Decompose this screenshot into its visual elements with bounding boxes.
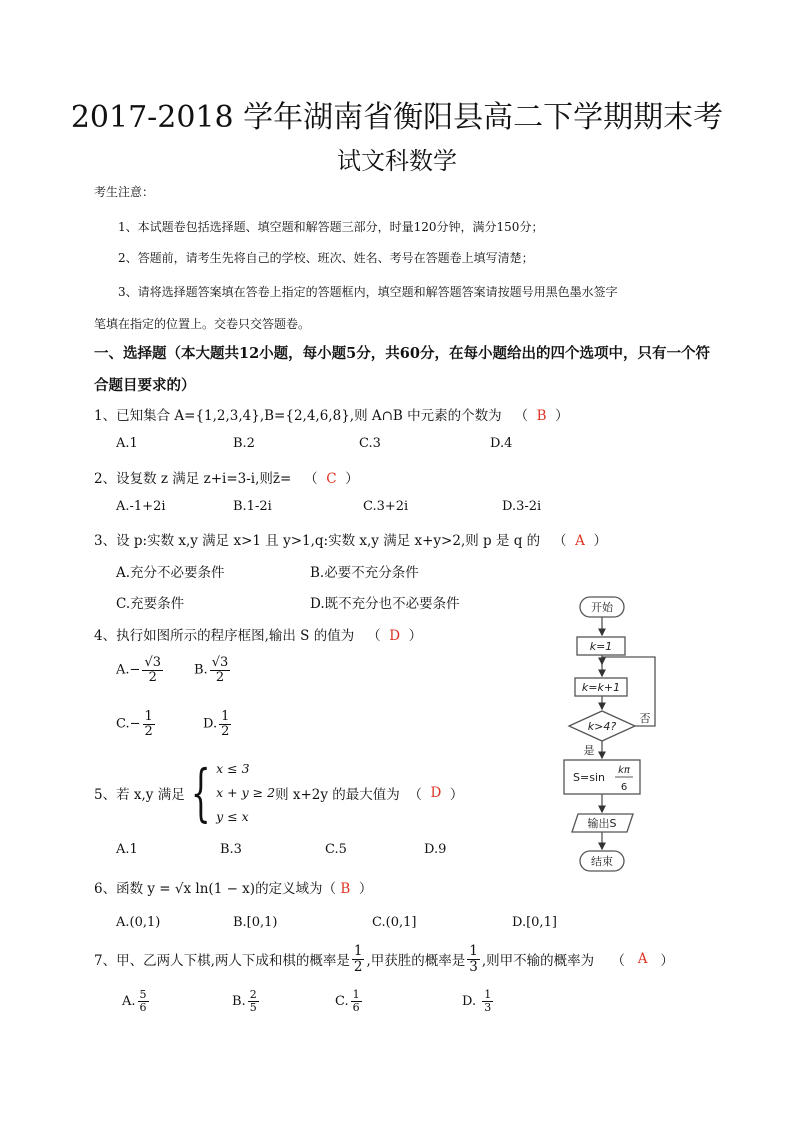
question-6: 6、函数 y = √x ln(1 − x)的定义域为（ B ） (94, 881, 373, 897)
question-7-answer: A (637, 951, 648, 967)
q5-option-b: B.3 (220, 842, 242, 857)
question-4-stem: 4、执行如图所示的程序框图,输出 S 的值为 (94, 628, 355, 644)
q5-option-c: C.5 (325, 842, 347, 857)
question-1-stem: 1、已知集合 A={1,2,3,4},B={2,4,6,8},则 A∩B 中元素的个数为 (94, 408, 502, 424)
q1-option-b: B.2 (233, 436, 255, 451)
question-4-answer: D (389, 628, 401, 644)
q5-option-a: A.1 (116, 842, 138, 857)
flowchart-no-label: 否 (639, 712, 651, 725)
flowchart-assign-den: 6 (620, 782, 628, 793)
question-3-stem: 3、设 p:实数 x,y 满足 x>1 且 y>1,q:实数 x,y 满足 x+y>2,则 p 是 q 的 (94, 533, 541, 549)
q2-option-b: B.1-2i (233, 499, 272, 514)
flowchart-start-label: 开始 (591, 601, 613, 614)
fraction-win: $\frac{1}{3}$ (469, 943, 478, 975)
flowchart-assign-num: kπ (618, 765, 630, 776)
q7-option-d: D. $\frac{1}{3}$ (462, 987, 492, 1014)
page-title: 2017-2018 学年湖南省衡阳县高二下学期期末考 (70, 100, 724, 135)
constraint-system: x ≤ 3 x + y ≥ 2 y ≤ x (216, 761, 276, 824)
q6-option-a: A.(0,1) (116, 915, 161, 930)
q2-option-a: A.-1+2i (116, 499, 166, 514)
program-flowchart (555, 590, 670, 880)
question-5-pre: 5、若 x,y 满足 (94, 787, 185, 803)
page-title-line2: 试文科数学 (337, 147, 457, 175)
question-3-answer: A (575, 533, 585, 549)
fraction-draw: $\frac{1}{2}$ (353, 943, 363, 975)
notice-heading: 考生注意： (94, 185, 155, 199)
question-6-function: y = √x ln(1 − x) (147, 881, 256, 897)
flowchart-yes-label: 是 (583, 744, 595, 757)
q1-option-c: C.3 (359, 436, 381, 451)
notice-item-3: 3、请将选择题答案填在答卷上指定的答题框内，填空题和解答题答案请按题号用黑色墨水签字 (118, 285, 618, 299)
flowchart-update-label: k=k+1 (581, 681, 621, 694)
question-6-pre: 6、函数 (94, 881, 144, 897)
q7-option-a: A. $\frac{5}{6}$ (122, 987, 147, 1014)
question-2-answer: C (326, 471, 337, 487)
q3-option-b: B.必要不充分条件 (310, 565, 419, 581)
question-3: 3、设 p:实数 x,y 满足 x>1 且 y>1,q:实数 x,y 满足 x+y>2,则 p 是 q 的 （ A ） (94, 533, 607, 549)
question-6-answer: B (340, 881, 351, 897)
flowchart-output-label: 输出S (587, 817, 617, 830)
q6-option-d: D.[0,1] (512, 915, 557, 930)
q3-option-c: C.充要条件 (116, 596, 185, 612)
q1-option-a: A.1 (116, 436, 138, 451)
q4-option-d: D. $\frac{1}{2}$ (203, 709, 230, 739)
q7-option-c: C. $\frac{1}{6}$ (335, 987, 360, 1014)
notice-item-2: 2、答题前，请考生先将自己的学校、班次、姓名、考号在答题卷上填写清楚； (118, 251, 534, 265)
brace-icon: { (190, 756, 211, 829)
question-1: 1、已知集合 A={1,2,3,4},B={2,4,6,8},则 A∩B 中元素的个数为 （ B ） (94, 408, 569, 424)
q6-option-b: B.[0,1) (233, 915, 278, 930)
section-heading: 一、选择题（本大题共12小题，每小题5分，共60分，在每小题给出的四个选项中，只有一个符 (94, 345, 710, 362)
q5-option-d: D.9 (424, 842, 447, 857)
question-7: 7、甲、乙两人下棋,两人下成和棋的概率是 $\frac{1}{2}$ ,甲获胜的概率是 $\frac{1}{3}$ ,则甲不输的概率为 （ A ） (94, 943, 674, 975)
q2-option-d: D.3-2i (502, 499, 542, 514)
question-1-answer: B (536, 408, 547, 424)
notice-item-3-cont: 笔填在指定的位置上。交卷只交答题卷。 (94, 317, 311, 331)
question-5-answer: D (430, 785, 442, 801)
q4-option-a: A.− $\frac{√3}{2}$ (116, 655, 161, 685)
question-4: 4、执行如图所示的程序框图,输出 S 的值为 （ D ） (94, 628, 423, 644)
flowchart-end-label: 结束 (591, 855, 613, 868)
q3-option-a: A.充分不必要条件 (116, 565, 225, 581)
notice-item-1: 1、本试题卷包括选择题、填空题和解答题三部分，时量120分钟，满分150分； (118, 220, 544, 234)
question-5-post: 则 x+2y 的最大值为 (275, 787, 400, 803)
q6-option-c: C.(0,1] (372, 915, 417, 930)
flowchart-assign-label: S=sin (573, 771, 605, 784)
flowchart-init-label: k=1 (589, 640, 613, 653)
q2-option-c: C.3+2i (363, 499, 409, 514)
q3-option-d: D.既不充分也不必要条件 (310, 596, 460, 612)
section-heading-cont: 合题目要求的） (94, 377, 196, 394)
flowchart-cond-label: k>4? (587, 720, 617, 733)
q1-option-d: D.4 (490, 436, 513, 451)
q4-option-c: C.− $\frac{1}{2}$ (116, 709, 153, 739)
question-2-stem: 2、设复数 z 满足 z+i=3-i,则z̄= (94, 471, 292, 487)
question-5: 5、若 x,y 满足 { x ≤ 3 x + y ≥ 2 y ≤ x 则 x+2y 的最大值为 （ D ） (94, 756, 464, 829)
question-6-post: 的定义域为（ (255, 881, 337, 897)
q7-option-b: B. $\frac{2}{5}$ (232, 987, 257, 1014)
q4-option-b: B. $\frac{√3}{2}$ (194, 655, 229, 685)
question-2: 2、设复数 z 满足 z+i=3-i,则z̄= （ C ） (94, 471, 359, 487)
